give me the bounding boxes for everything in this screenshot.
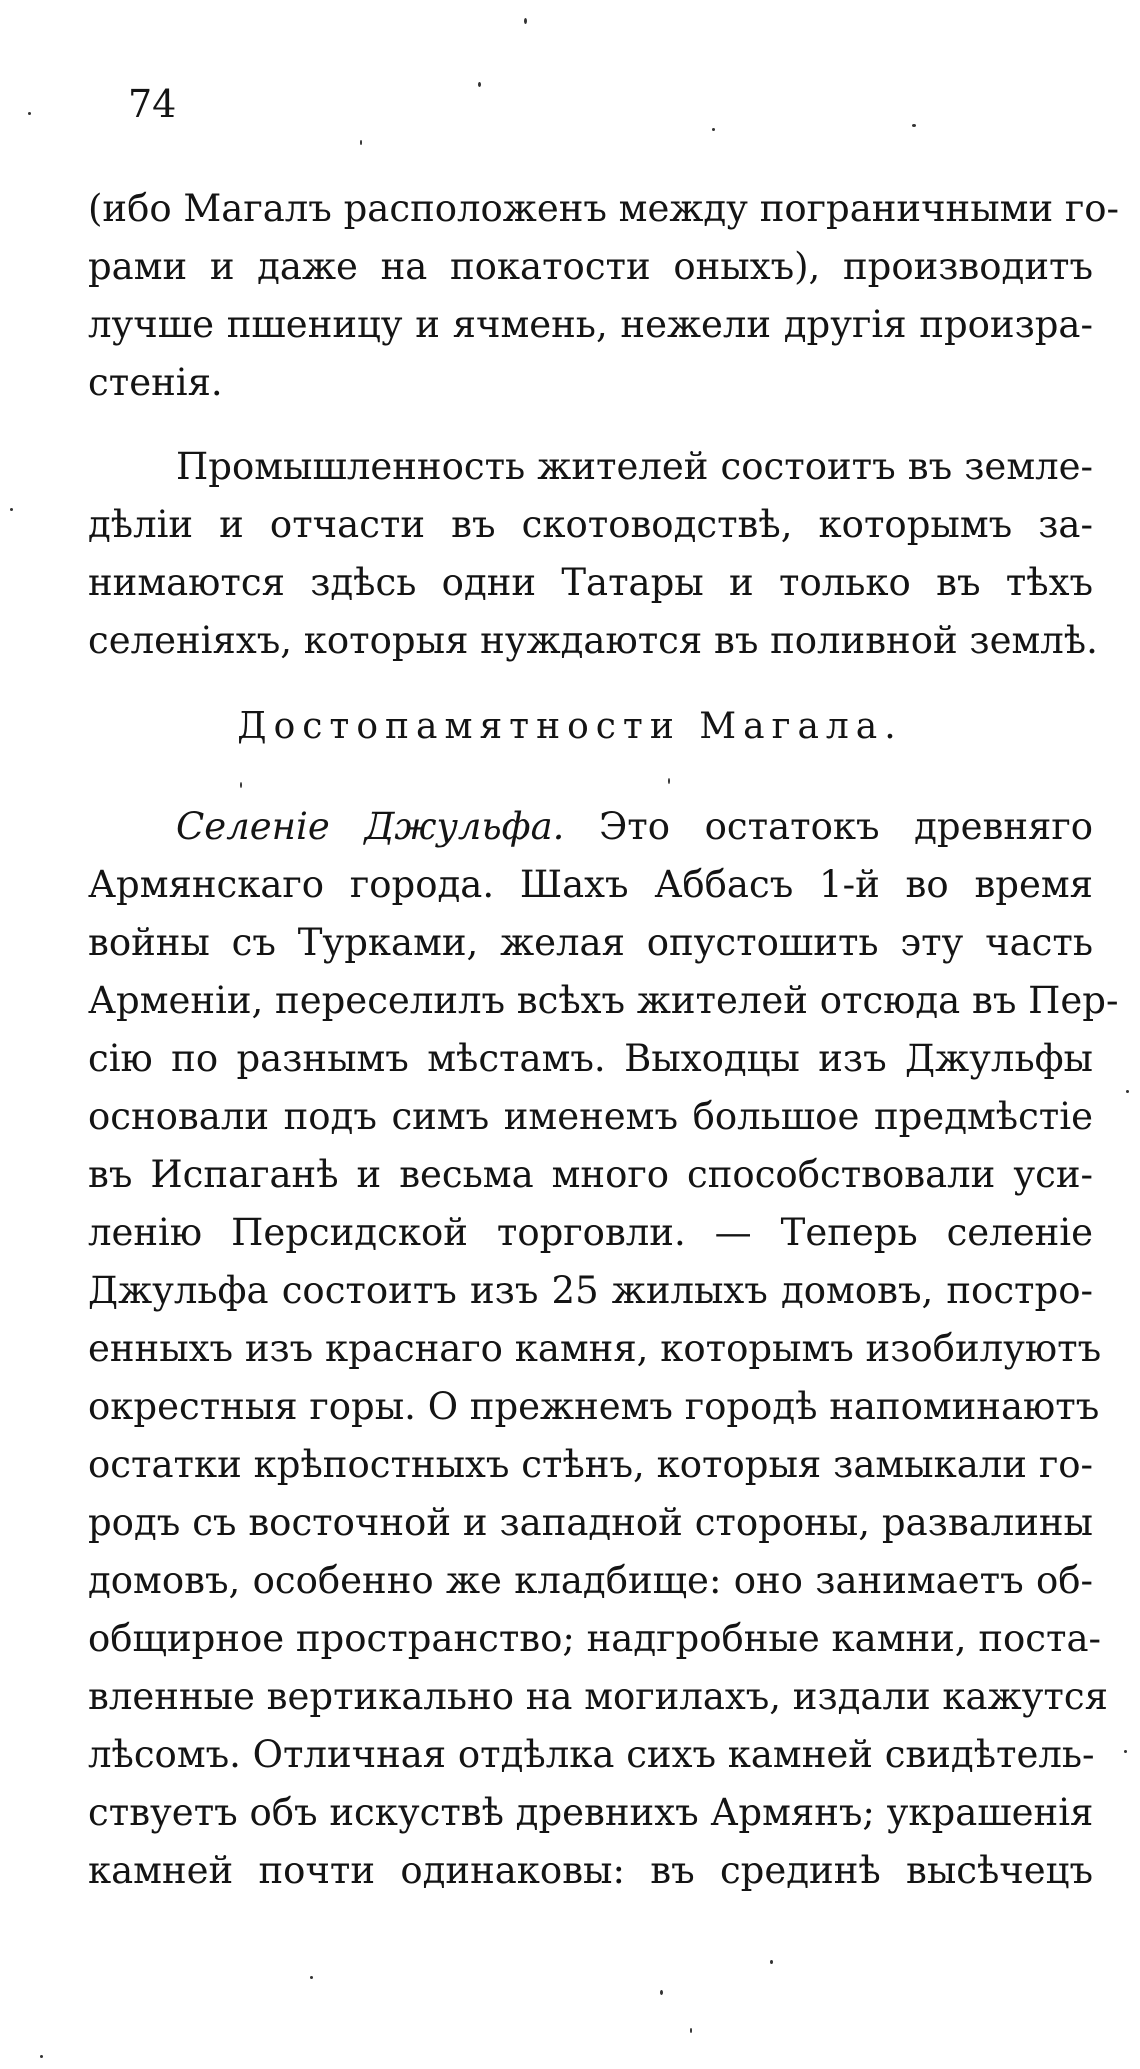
text-line: сію по разнымъ мѣстамъ. Выходцы изъ Джульфы [88,1037,1093,1080]
text-fragment: Это остатокъ древняго [599,805,1093,848]
text-line: Армянскаго города. Шахъ Аббасъ 1-й во время [88,863,1093,906]
section-heading: Достопамятности Магала. [237,706,903,747]
scan-speck [690,2028,692,2033]
text-line: окрестныя горы. О прежнемъ городѣ напоминаютъ [88,1385,1100,1428]
text-line: въ Испаганѣ и весьма много способствовали уси- [88,1153,1093,1196]
scan-speck [310,1976,313,1979]
scan-speck [28,112,31,115]
scan-speck [912,124,916,127]
scan-speck [524,18,527,24]
paragraph-3 [88,798,1119,1900]
text-line: рами и даже на покатости оныхъ), производитъ [88,245,1093,288]
text-line: вленные вертикально на могилахъ, издали кажутся [88,1675,1108,1718]
text-line: основали подъ симъ именемъ большое предмѣстіе [88,1095,1093,1138]
text-line: ствуетъ объ искуствѣ древнихъ Армянъ; украшенія [88,1791,1094,1834]
text-line: селеніяхъ, которыя нуждаются въ поливной землѣ. [88,619,1098,662]
text-line: нимаются здѣсь одни Татары и только въ тѣхъ [88,561,1093,604]
village-name: Селеніе Джульфа. [176,805,565,848]
scan-speck [478,82,481,87]
scan-speck [1126,1090,1129,1093]
text-line: Джульфа состоитъ изъ 25 жилыхъ домовъ, постро- [88,1269,1093,1312]
text-line: енныхъ изъ краснаго камня, которымъ изобилуютъ [88,1327,1102,1370]
scan-speck [40,2055,43,2058]
scan-speck [770,1960,773,1964]
text-line: дѣліи и отчасти въ скотоводствѣ, которымъ за- [88,503,1093,546]
page-number: 74 [128,82,177,126]
paragraph-1 [88,180,1120,412]
scan-speck [712,128,715,131]
scan-speck [360,140,362,145]
text-line: лѣсомъ. Отличная отдѣлка сихъ камней свидѣтель- [88,1733,1095,1776]
text-line: Промышленность жителей состоитъ въ земле- [176,445,1093,488]
text-line: камней почти одинаковы: въ срединѣ высѣчецъ [88,1849,1093,1892]
scan-speck [240,782,242,788]
text-line: Арменіи, переселилъ всѣхъ жителей отсюда въ Пер- [88,979,1119,1022]
text-line: родъ съ восточной и западной стороны, развалины [88,1501,1093,1544]
text-line: лучше пшеницу и ячмень, нежели другія произра- [88,303,1093,346]
text-line: войны съ Турками, желая опустошить эту часть [88,921,1093,964]
scan-speck [1124,1750,1127,1753]
text-line: ленію Персидской торговли. — Теперь селеніе [88,1211,1093,1254]
text-line [88,798,1093,856]
scan-speck [668,778,670,784]
text-line: (ибо Магалъ расположенъ между пограничными го- [88,187,1120,230]
text-line: стенія. [88,361,223,404]
text-line: общирное пространство; надгробные камни, поста- [88,1617,1102,1660]
scan-speck [10,508,13,511]
text-line: домовъ, особенно же кладбище: оно занимаетъ об- [88,1559,1093,1602]
scan-speck [660,1990,663,1995]
paragraph-2 [88,438,1098,670]
text-line: остатки крѣпостныхъ стѣнъ, которыя замыкали го- [88,1443,1093,1486]
